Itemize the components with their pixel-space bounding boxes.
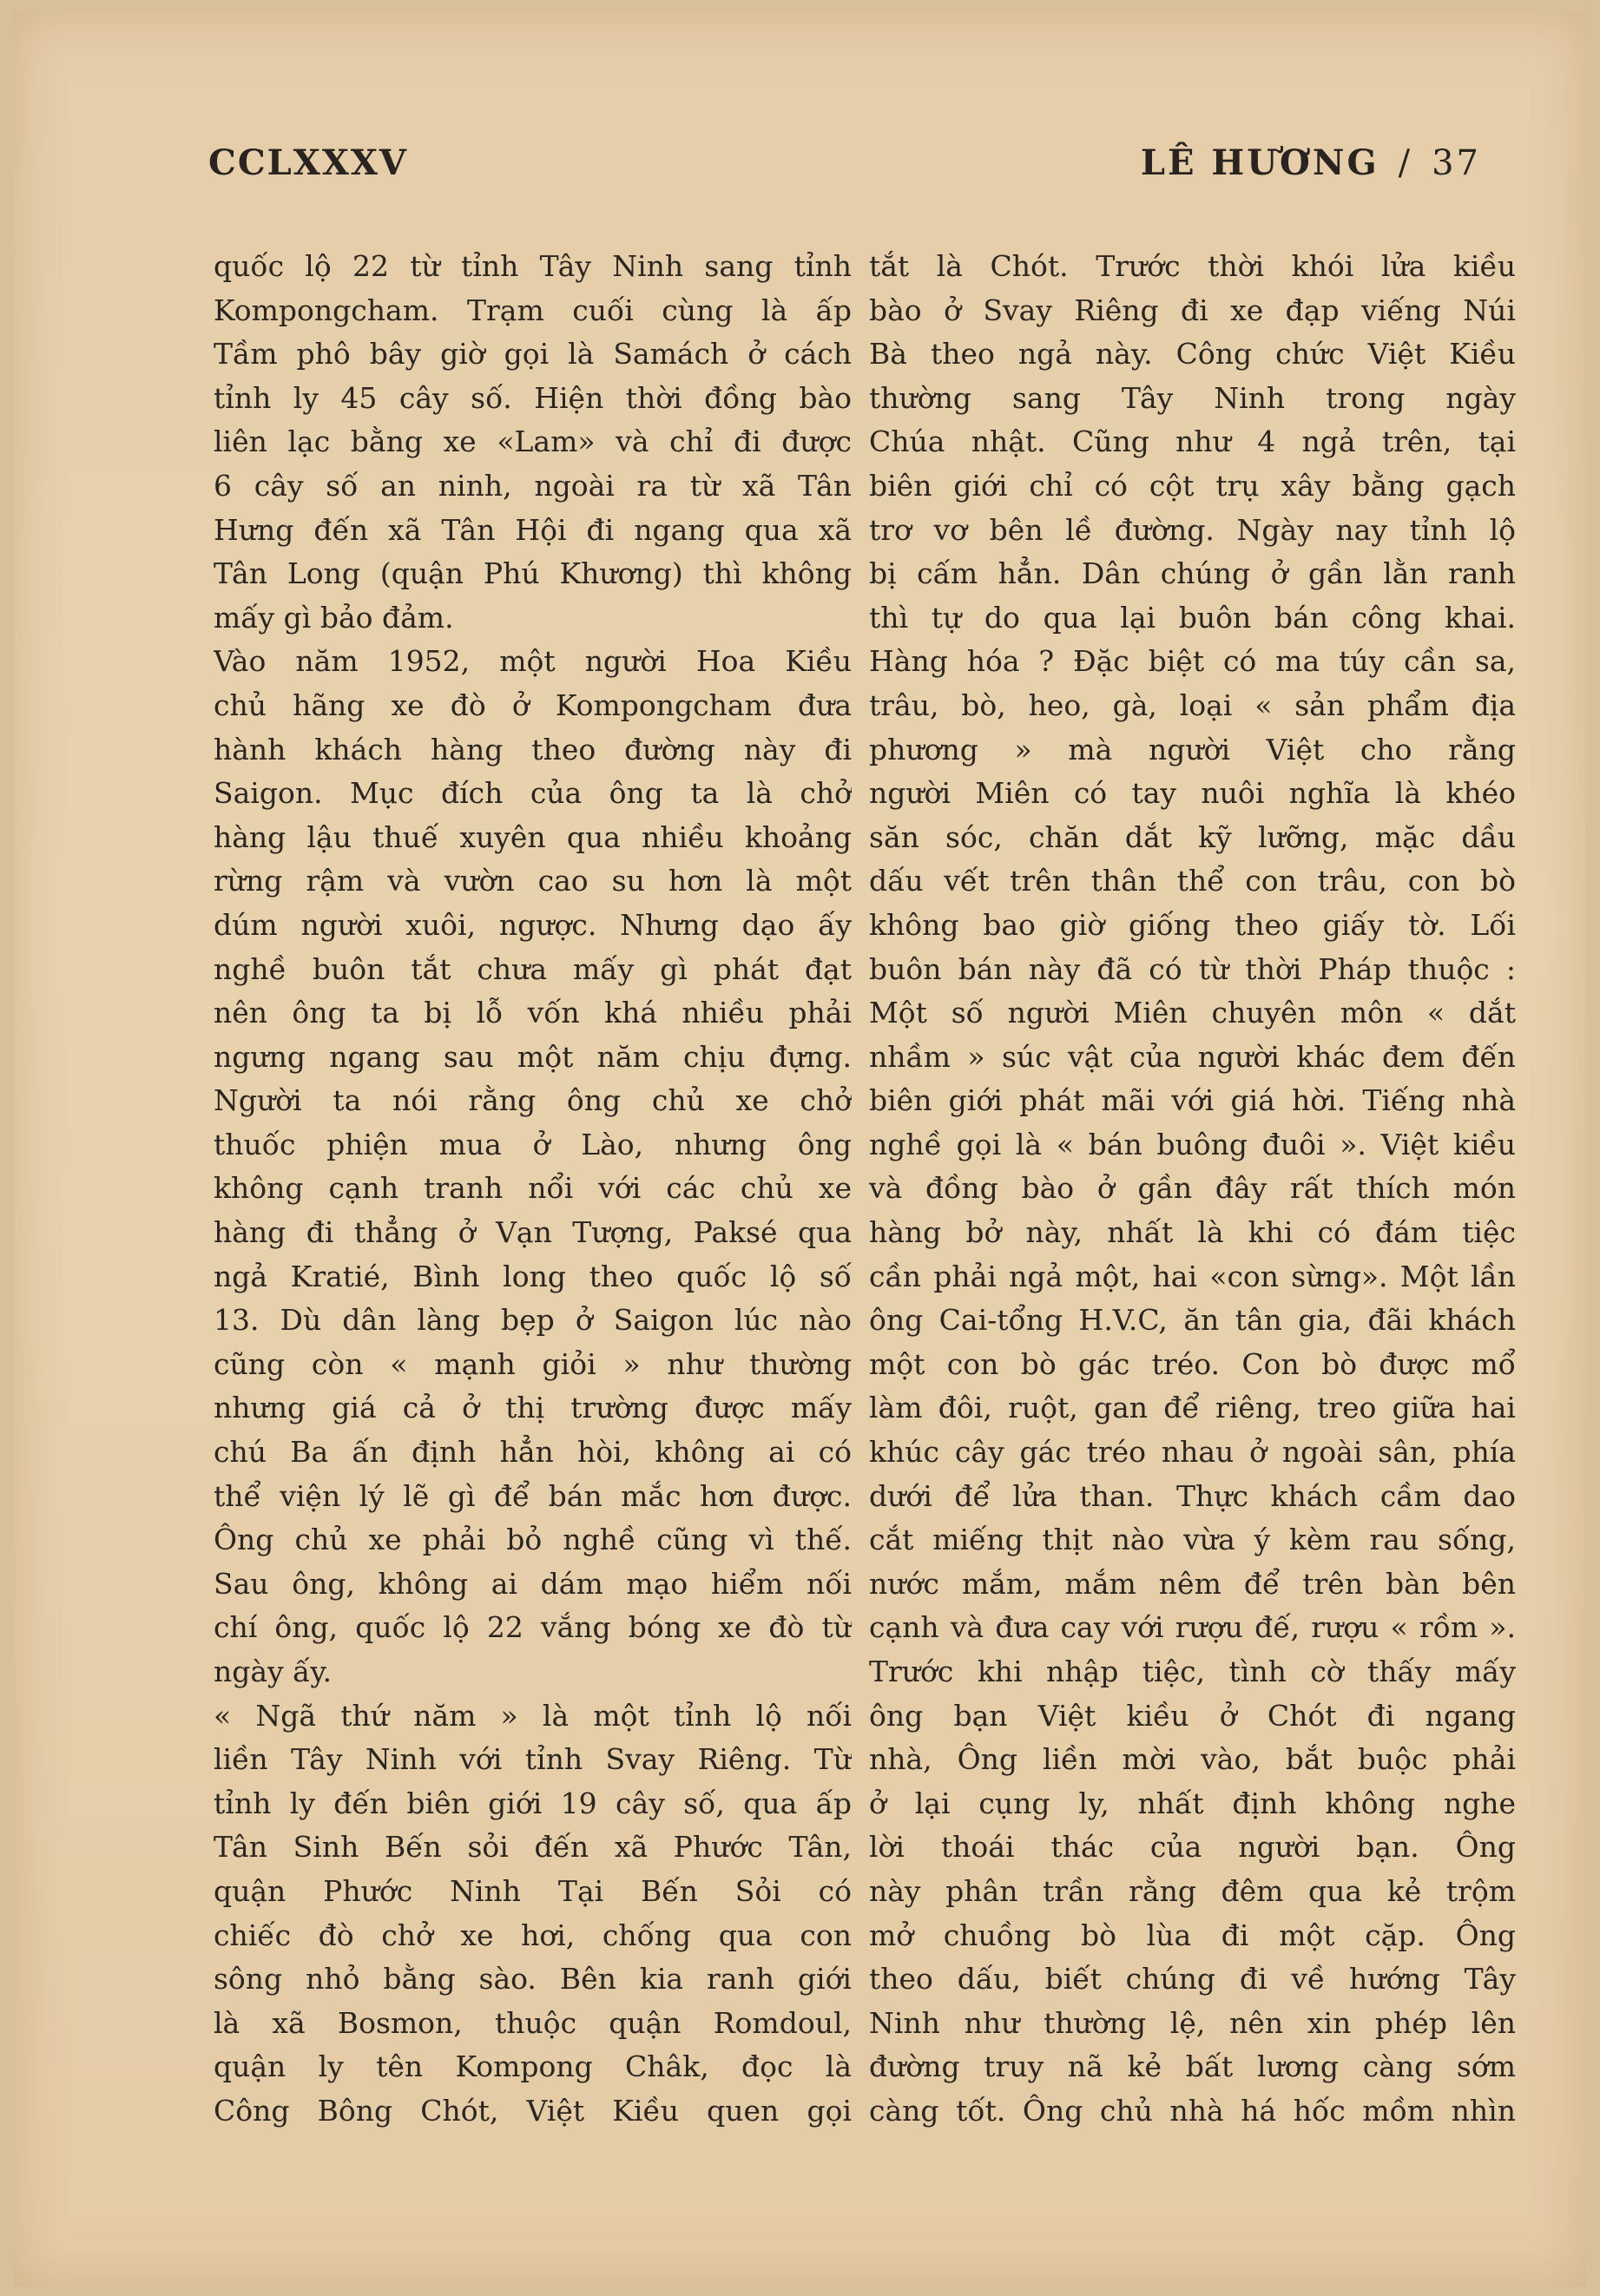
text-line: nghề gọi là « bán buông đuôi ». Việt kiều <box>869 1127 1516 1161</box>
text-line: hàng lậu thuế xuyên qua nhiều khoảng <box>214 819 852 854</box>
text-line: buôn bán này đã có từ thời Pháp thuộc : <box>869 951 1516 986</box>
text-line: Tân Sinh Bến sỏi đến xã Phước Tân, <box>214 1830 852 1865</box>
text-line: Tầm phô bây giờ gọi là Samách ở cách <box>214 337 852 372</box>
text-line: biên giới chỉ có cột trụ xây bằng gạch <box>869 468 1516 503</box>
text-line: chiếc đò chở xe hơi, chống qua con <box>214 1918 852 1952</box>
text-line: nghề buôn tắt chưa mấy gì phát đạt <box>214 951 852 986</box>
text-line: Saigon. Mục đích của ông ta là chở <box>214 776 852 811</box>
text-line: thì tự do qua lại buôn bán công khai. <box>869 600 1516 635</box>
text-line: liên lạc bằng xe «Lam» và chỉ đi được <box>214 424 852 459</box>
text-line: thể viện lý lẽ gì để bán mắc hơn được. <box>214 1478 852 1513</box>
text-line: thường sang Tây Ninh trong ngày <box>869 380 1516 415</box>
author-name: LÊ HƯƠNG <box>1140 142 1379 183</box>
text-line: đường truy nã kẻ bất lương càng sớm <box>869 2049 1516 2084</box>
text-line: Một số người Miên chuyên môn « dắt <box>869 996 1516 1030</box>
text-line: nước mắm, mắm nêm để trên bàn bên <box>869 1566 1516 1601</box>
book-page <box>14 12 1585 2286</box>
text-line: ngày ấy. <box>214 1655 333 1688</box>
text-line: Ông chủ xe phải bỏ nghề cũng vì thế. <box>214 1523 852 1557</box>
text-line: cắt miếng thịt nào vừa ý kèm rau sống, <box>869 1523 1516 1557</box>
text-line: Kompongcham. Trạm cuối cùng là ấp <box>214 293 852 327</box>
text-line: Ninh như thường lệ, nên xin phép lên <box>869 2005 1516 2040</box>
text-line: bị cấm hẳn. Dân chúng ở gần lằn ranh <box>869 556 1516 591</box>
text-line: hàng bở này, nhất là khi có đám tiệc <box>869 1215 1516 1250</box>
text-line: săn sóc, chăn dắt kỹ lưỡng, mặc dầu <box>869 819 1516 854</box>
text-line: biên giới phát mãi với giá hời. Tiếng nhà <box>869 1083 1516 1118</box>
text-line: là xã Bosmon, thuộc quận Romdoul, <box>214 2005 852 2040</box>
text-line: chí ông, quốc lộ 22 vắng bóng xe đò từ <box>214 1610 852 1645</box>
text-line: Người ta nói rằng ông chủ xe chở <box>214 1083 852 1118</box>
text-line: cũng còn « mạnh giỏi » như thường <box>214 1346 852 1381</box>
text-line: ông Cai-tổng H.V.C, ăn tân gia, đãi khách <box>869 1303 1516 1338</box>
text-line: chú Ba ấn định hẳn hòi, không ai có <box>214 1435 852 1470</box>
text-line: Trước khi nhập tiệc, tình cờ thấy mấy <box>869 1655 1516 1688</box>
text-line: chủ hãng xe đò ở Kompongcham đưa <box>214 687 852 722</box>
running-header-section: CCLXXXV <box>208 142 408 183</box>
text-line: « Ngã thứ năm » là một tỉnh lộ nối <box>214 1698 852 1733</box>
text-line: hành khách hàng theo đường này đi <box>214 732 852 766</box>
text-line: sông nhỏ bằng sào. Bên kia ranh giới <box>214 1962 852 1997</box>
page-number: 37 <box>1432 143 1481 183</box>
text-line: khúc cây gác tréo nhau ở ngoài sân, phía <box>869 1435 1516 1470</box>
text-line: quận ly tên Kompong Châk, đọc là <box>214 2049 852 2084</box>
text-line: dấu vết trên thân thể con trâu, con bò <box>869 864 1516 898</box>
text-line: tắt là Chót. Trước thời khói lửa kiều <box>869 249 1516 283</box>
text-line: này phân trần rằng đêm qua kẻ trộm <box>869 1873 1516 1908</box>
text-line: nhưng giá cả ở thị trường được mấy <box>214 1391 852 1425</box>
text-line: không bao giờ giống theo giấy tờ. Lối <box>869 907 1516 942</box>
text-line: càng tốt. Ông chủ nhà há hốc mồm nhìn <box>869 2093 1516 2128</box>
text-line: cần phải ngả một, hai «con sừng». Một lần <box>869 1259 1516 1293</box>
text-line: trơ vơ bên lề đường. Ngày nay tỉnh lộ <box>869 512 1516 547</box>
text-column-right <box>869 245 1516 2134</box>
text-line: ông bạn Việt kiều ở Chót đi ngang <box>869 1698 1516 1733</box>
text-line: lời thoái thác của người bạn. Ông <box>869 1830 1516 1865</box>
text-line: quốc lộ 22 từ tỉnh Tây Ninh sang tỉnh <box>214 249 852 283</box>
text-line: dưới để lửa than. Thực khách cầm dao <box>869 1478 1516 1513</box>
text-line: Hưng đến xã Tân Hội đi ngang qua xã <box>214 512 852 547</box>
text-line: tỉnh ly 45 cây số. Hiện thời đồng bào <box>214 380 852 415</box>
text-column-left <box>214 245 852 2134</box>
text-line: hàng đi thẳng ở Vạn Tượng, Paksé qua <box>214 1215 852 1250</box>
text-line: phương » mà người Việt cho rằng <box>869 732 1516 766</box>
text-line: bào ở Svay Riêng đi xe đạp viếng Núi <box>869 293 1516 327</box>
text-line: mấy gì bảo đảm. <box>214 600 454 635</box>
text-line: nên ông ta bị lỗ vốn khá nhiều phải <box>214 996 852 1030</box>
text-line: trâu, bò, heo, gà, loại « sản phẩm địa <box>869 687 1516 722</box>
text-line: liền Tây Ninh với tỉnh Svay Riêng. Từ <box>214 1742 852 1777</box>
text-line: 13. Dù dân làng bẹp ở Saigon lúc nào <box>214 1303 852 1338</box>
text-line: quận Phước Ninh Tại Bến Sỏi có <box>214 1873 852 1908</box>
text-line: nhà, Ông liền mời vào, bắt buộc phải <box>869 1742 1516 1777</box>
text-line: Vào năm 1952, một người Hoa Kiều <box>214 644 852 679</box>
text-line: Công Bông Chót, Việt Kiều quen gọi <box>214 2093 852 2128</box>
text-line: ngưng ngang sau một năm chịu đựng. <box>214 1039 852 1074</box>
text-line: rừng rậm và vườn cao su hơn là một <box>214 864 852 898</box>
running-header-author <box>1141 142 1481 183</box>
text-line: Sau ông, không ai dám mạo hiểm nối <box>214 1566 852 1601</box>
text-line: làm đôi, ruột, gan để riêng, treo giữa hai <box>869 1391 1516 1425</box>
text-line: cạnh và đưa cay với rượu đế, rượu « rồm ». <box>869 1610 1516 1645</box>
text-line: mở chuồng bò lùa đi một cặp. Ông <box>869 1918 1516 1952</box>
text-line: Chúa nhật. Cũng như 4 ngả trên, tại <box>869 424 1516 459</box>
text-line: ở lại cụng ly, nhất định không nghe <box>869 1786 1516 1820</box>
text-line: một con bò gác tréo. Con bò được mổ <box>869 1346 1516 1381</box>
text-line: Hàng hóa ? Đặc biệt có ma túy cần sa, <box>869 644 1516 679</box>
text-line: 6 cây số an ninh, ngoài ra từ xã Tân <box>214 468 852 503</box>
text-line: thuốc phiện mua ở Lào, nhưng ông <box>214 1127 852 1161</box>
text-line: Tân Long (quận Phú Khương) thì không <box>214 556 852 591</box>
text-line: nhầm » súc vật của người khác đem đến <box>869 1039 1516 1074</box>
text-line: tỉnh ly đến biên giới 19 cây số, qua ấp <box>214 1786 852 1820</box>
text-line: ngả Kratié, Bình long theo quốc lộ số <box>214 1259 852 1293</box>
text-line: và đồng bào ở gần đây rất thích món <box>869 1171 1516 1206</box>
text-line: theo dấu, biết chúng đi về hướng Tây <box>869 1962 1516 1997</box>
text-line: Bà theo ngả này. Công chức Việt Kiều <box>869 337 1516 372</box>
header-separator: / <box>1398 143 1413 183</box>
text-line: dúm người xuôi, ngược. Nhưng dạo ấy <box>214 907 852 942</box>
text-line: người Miên có tay nuôi nghĩa là khéo <box>869 776 1516 811</box>
text-line: không cạnh tranh nổi với các chủ xe <box>214 1171 852 1206</box>
